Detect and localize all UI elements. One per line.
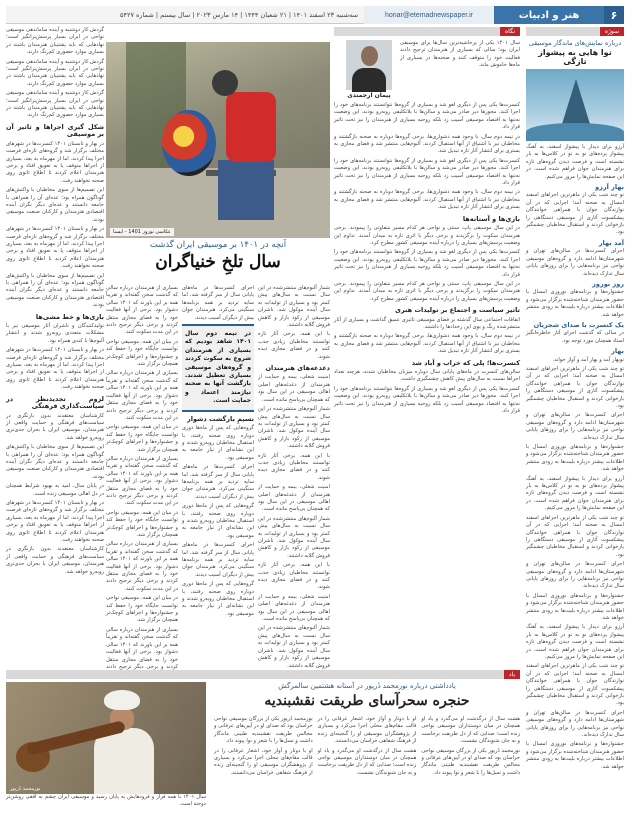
main-paragraph: امنیت شغلی، بیمه و حمایت از هنرمندان از دغدغه‌های اصلی اهالی موسیقی در این سال بود که همچنان بی‌پاسخ مانده است. <box>258 374 330 403</box>
note-paragraph: کنسرت‌ها یکی پس از دیگری لغو شد و بسیاری از گروه‌ها نتوانستند برنامه‌های خود را اجرا کنند. مجوزها دیر صادر می‌شد و سالن‌ها با بلاتکلیفی روبه‌رو بودند. این وضعیت نه‌تنها به اقتصاد موسیقی آسیب زد بلکه روحیه بسیاری از هنرمندان را نیز تحت تاثیر قرار داد. <box>334 157 520 187</box>
news-subhead: روز نوروز <box>592 279 624 288</box>
main-paragraph: شمار آلبوم‌های منتشرشده در این سال نسبت به سال‌های پیش کمتر بود و بسیاری از تولیدات به سال آینده موکول شد. ناشران موسیقی از رکود بازار و کاهش فروش گلایه داشتند. <box>258 406 330 450</box>
photo-musician-legs <box>218 160 274 220</box>
main-paragraph: با این همه، برخی آثار تازه توانستند مخاطبان زیادی جذب کنند و در فضای مجازی دیده شوند. <box>258 331 330 360</box>
yad-article <box>214 716 520 814</box>
news-column <box>526 27 624 815</box>
left-paragraph: در پایان سال، امید به بهبود شرایط همچنان در دل اهالی موسیقی زنده است. <box>6 483 104 497</box>
musician-robe-shape <box>94 728 154 794</box>
left-column-body <box>6 27 104 576</box>
main-paragraph: بسیاری از هنرمندان درباره سالی که گذشت سخن گفته‌اند و تقریباً همه بر این باورند که ۱۴۰۱ سالی دشوار بود. برخی از آنها فعالیت خود را به فضای مجازی منتقل کردند و برخی دیگر ترجیح دادند در این مدت سکوت کنند. <box>106 370 179 421</box>
headline-title: سال تلخِ خنیاگران <box>155 252 281 272</box>
main-subhead: نسیمِ بازگشت دشوار <box>186 414 254 423</box>
pull-quote: در نیمه دوم سال ۱۴۰۱ شاهد بودیم که بسیاری از هنرمندان شروع به سکوت کردند و گروه‌های موسیقی بسیاری تعطیل شدند. بازگشت آنها به صحنه نیازمند اعتماد و حمایت است. <box>182 324 254 412</box>
note-subhead: بازی‌ها و آستانه‌ها <box>462 214 520 223</box>
note-subhead: کنسرت‌ها؛ پلی که خراب و آباد شد <box>411 358 520 367</box>
yad-column-2 <box>318 716 417 814</box>
news-title: نوا هایی به پیشواز تازگی <box>538 48 612 66</box>
photo-musician-shirt <box>226 92 276 162</box>
news-paragraph: آرزو برای دیدار با پیشواز اسفند، به آهنگ پیشواز پرده‌های نو به نو در کلاس‌ها به بار نشسته است و فرصت دیدن گروه‌های تازه برای هنرمندان جوان فراهم شده است. در این صفحه نمایش‌ها را مرور می‌کنیم. <box>526 624 624 660</box>
news-kicker: درباره نمایش‌های ماندگار موسیقی <box>528 39 622 47</box>
main-paragraph: اجرای کنسرت‌ها در ماه‌های پایانی سال از سر گرفته شد، اما سایه تردید بر همه برنامه‌ها سنگینی می‌کرد. هنرمندان جوان بیش از دیگران آسیب دیدند. <box>182 464 254 500</box>
note-paragraph: کنسرت‌ها یکی پس از دیگری لغو شد و بسیاری از گروه‌ها نتوانستند برنامه‌های خود را اجرا کنند. مجوزها دیر صادر می‌شد و سالن‌ها با بلاتکلیفی روبه‌رو بودند. این وضعیت نه‌تنها به اقتصاد موسیقی آسیب زد بلکه روحیه بسیاری از هنرمندان را نیز تحت تاثیر قرار داد. <box>334 385 520 415</box>
news-paragraph: آرزو برای دیدار با پیشواز اسفند، به آهنگ پیشواز پرده‌های نو به نو در کلاس‌ها به بار نشسته است و فرصت دیدن گروه‌های تازه برای هنرمندان جوان فراهم شده است. در این صفحه نمایش‌ها را مرور می‌کنیم. <box>526 475 624 512</box>
main-paragraph: امنیت شغلی، بیمه و حمایت از هنرمندان از دغدغه‌های اصلی اهالی موسیقی در این سال بود که همچنان بی‌پاسخ مانده است. <box>258 593 330 623</box>
main-column-1 <box>258 285 330 670</box>
left-paragraph: کارشناسان معتقدند بدون بازنگری در سیاست‌های فرهنگی و حمایت واقعی از هنرمندان، موسیقی ایران با بحران جدی‌تری روبه‌رو خواهد شد. <box>6 412 104 441</box>
yad-tag: یاد <box>504 670 520 679</box>
main-paragraph: گروه‌هایی که پس از ماه‌ها دوری دوباره روی صحنه رفتند، با استقبال مخاطبان روبه‌رو شدند و این نشانه‌ای از نیاز جامعه به موسیقی بود. <box>182 581 254 617</box>
author-photo <box>346 40 392 90</box>
main-paragraph: در میان این همه، موسیقی نواحی توانست جایگاه خود را حفظ کند و جشنواره‌ها و اجراهای کوچک‌تر همچنان برگزار شد. <box>106 509 178 538</box>
headline-block <box>106 240 330 272</box>
news-paragraph: نوبهار آمد و بهار آمد و آواز خواند. <box>552 356 624 363</box>
main-column-2 <box>182 285 254 670</box>
news-paragraph: جشنواره‌ها و برنامه‌های نوروزی امسال با حضور هنرمندان شناخته‌شده برگزار می‌شود و اطلاعات بیشتر درباره بلیت‌ها به زودی منتشر خواهد شد. <box>526 592 624 621</box>
main-paragraph: بسیاری از هنرمندان درباره سالی که گذشت سخن گفته‌اند و تقریباً همه بر این باورند که ۱۴۰۱ سالی دشوار بود. برخی از آنها فعالیت خود را به فضای مجازی منتقل کردند و برخی دیگر ترجیح دادند <box>106 626 179 670</box>
yad-paragraph: او با دوتار و آواز خود، اشعار عرفانی را در قالب مقام‌های محلی اجرا می‌کرد و بسیاری از پژوهشگران موسیقی او را گنجینه‌ای زنده از فرهنگ شفاهی خراسان می‌دانستند. <box>317 716 417 745</box>
turban-shape <box>104 690 140 710</box>
left-subhead: بازی‌ها و خط مشی‌ها <box>35 312 104 321</box>
news-tag: سوژه <box>600 27 624 36</box>
main-paragraph: در میان این همه، موسیقی نواحی توانست جایگاه خود را حفظ کند و جشنواره‌ها و اجراهای کوچک‌تر همچنان برگزار شد. <box>106 338 178 368</box>
main-article <box>106 285 330 670</box>
note-paragraph: در نیمه دوم سال، با وجود همه دشواری‌ها، برخی گروه‌ها دوباره به صحنه بازگشتند و مخاطبان نیز با اشتیاق از آنها استقبال کردند. آلبوم‌هایی منتشر شد و فضای مجازی به بستری برای انتشار آثار تازه تبدیل شد. <box>334 189 520 211</box>
yad-subtitle: یادداشتی درباره نورمحمد دُرپور در آستانه هشتمین سالمرگش <box>278 682 456 690</box>
note-paragraph: کنسرت‌ها یکی پس از دیگری لغو شد و بسیاری از گروه‌ها نتوانستند برنامه‌های خود را اجرا کنند. مجوزها دیر صادر می‌شد و سالن‌ها با بلاتکلیفی روبه‌رو بودند. این وضعیت نه‌تنها به اقتصاد موسیقی آسیب زد بلکه روحیه بسیاری از هنرمندان را نیز تحت تاثیر قرار داد. <box>334 249 520 278</box>
yad-title: حنجره سحرآسای طریقت نقشبندیه <box>264 693 470 709</box>
yad-column-3 <box>214 716 313 814</box>
note-tag: نگاه <box>500 27 520 36</box>
note-body <box>334 102 520 415</box>
section-email[interactable]: honar@etemadnewspaper.ir <box>364 6 494 24</box>
yad-paragraph: هشت سال از درگذشت او می‌گذرد و یاد او همچنان در میان دوستداران موسیقی نواحی زنده است؛ صدایی که از دل طریقت برخاست و به جان شنوندگان نشست. <box>317 747 417 776</box>
main-paragraph: اجرای کنسرت‌ها در ماه‌های پایانی سال از سر گرفته شد، اما سایه تردید بر همه برنامه‌ها سنگینی می‌کرد. هنرمندان جوان بیش از دیگران آسیب دیدند. <box>182 285 254 321</box>
main-paragraph: گروه‌هایی که پس از ماه‌ها دوری دوباره روی صحنه رفتند، با استقبال مخاطبان روبه‌رو شدند و این نشانه‌ای از نیاز جامعه به موسیقی بود. <box>182 503 254 539</box>
photo-caption: عکاسی نوروز 1401 - ایسنا <box>110 228 174 236</box>
left-paragraph: گردش کار دوشنبه و آینده ساماندهی موسیقی نواحی در ایران بسیار پرسش‌برانگیز است؛ نهادهایی که باید پشتیبان هنرمندان باشند در بسیاری موارد حضوری کم‌رنگ دارند. <box>6 27 104 56</box>
yad-photo <box>6 682 206 794</box>
main-paragraph: با این همه، برخی آثار تازه توانستند مخاطبان زیادی جذب کنند و در فضای مجازی دیده شوند. <box>258 562 330 591</box>
main-paragraph: بسیاری از هنرمندان درباره سالی که گذشت سخن گفته‌اند و تقریباً همه بر این باورند که ۱۴۰۱ سالی دشوار بود. برخی از آنها فعالیت خود را به فضای مجازی منتقل کردند و برخی دیگر ترجیح دادند در این مدت سکوت کنند. <box>106 455 179 507</box>
main-subhead: دغدغه‌های هنرمندان <box>265 364 330 373</box>
news-paragraph: اجرای کنسرت‌ها در سالن‌های تهران و شهرستان‌ها ادامه دارد و گروه‌های موسیقی نواحی نیز برنامه‌هایی را برای روزهای پایانی سال تدارک دیده‌اند. <box>526 248 624 277</box>
news-paragraph: جشنواره‌ها و برنامه‌های نوروزی امسال با حضور هنرمندان شناخته‌شده برگزار می‌شود و اطلاعات بیشتر درباره بلیت‌ها به زودی منتشر خواهد شد. <box>526 289 624 318</box>
main-paragraph: شمار آلبوم‌های منتشرشده در این سال نسبت به سال‌های پیش کمتر بود و بسیاری از تولیدات به سال آینده موکول شد. ناشران موسیقی از رکود بازار و کاهش فروش گلایه داشتند. <box>258 285 330 329</box>
page-header <box>6 6 624 24</box>
note-subhead: تاثیر سیاست و اجتماع بر تولیدات هنری <box>395 306 520 315</box>
news-subhead: یک کنسرت با صدای شجریان <box>533 320 624 329</box>
left-paragraph: گردش کار دوشنبه و آینده ساماندهی موسیقی نواحی در ایران بسیار پرسش‌برانگیز است؛ نهادهایی که باید پشتیبان هنرمندان باشند در بسیاری موارد حضوری کم‌رنگ دارند. <box>6 58 104 87</box>
yad-paragraph: هشت سال از درگذشت او می‌گذرد و یاد او همچنان در میان دوستداران موسیقی نواحی زنده است؛ صدایی که از دل طریقت برخاست و به جان شنوندگان نشست. <box>421 716 520 745</box>
left-paragraph: در بهار و تابستان ۱۴۰۱ کنسرت‌ها در شهرهای مختلف برگزار شد و گروه‌های تازه‌ای فرصت اجرا پیدا کردند. اما از مهرماه به بعد، بسیاری از اجراها متوقف یا به تعویق افتاد و برخی هنرمندان اعلام کردند تا اطلاع ثانوی روی صحنه نخواهند رفت. <box>6 347 104 391</box>
note-lead-box <box>334 40 520 99</box>
news-paragraph: در سالی که گذشت اجرای آثار خاطره‌انگیز استاد همچنان مورد توجه بود. <box>526 330 624 344</box>
main-paragraph: شمار آلبوم‌های منتشرشده در این سال نسبت به سال‌های پیش کمتر بود و بسیاری از تولیدات به سال آینده موکول شد. ناشران موسیقی از رکود بازار و کاهش فروش گلایه داشتند. <box>258 515 330 559</box>
news-illustration <box>526 69 624 141</box>
main-paragraph: در میان این همه، موسیقی نواحی توانست جایگاه خود را حفظ کند و جشنواره‌ها و اجراهای کوچک‌تر همچنان برگزار شد. <box>106 424 178 453</box>
main-paragraph: با این همه، برخی آثار تازه توانستند مخاطبان زیادی جذب کنند و در فضای مجازی دیده شوند. <box>258 452 330 481</box>
section-title: هنر و ادبیات <box>494 6 604 24</box>
yad-paragraph: نورمحمد دُرپور یکی از بزرگان موسیقی نواحی خراسان بود که صدای او در آیین‌های عرفانی و مجالس طریقت نقشبندیه طنینی ماندگار داشت و نسل‌ها را با شعر و نوا پیوند داد. <box>421 747 520 776</box>
note-lead: سال ۱۴۰۱ یکی از پرحاشیه‌ترین سال‌ها برای موسیقی ایران بود؛ سالی که بسیاری از هنرمندان ترجیح دادند فعالیت خود را متوقف کنند و صحنه‌ها در بسیاری از ماه‌ها خاموش ماند. <box>400 40 520 69</box>
shark-fin-icon <box>556 79 596 124</box>
main-paragraph: در میان این همه، موسیقی نواحی توانست جایگاه خود را حفظ کند و جشنواره‌ها و اجراهای کوچک‌تر همچنان برگزار شد. <box>106 595 178 624</box>
news-paragraph: اجرای کنسرت‌ها در سالن‌های تهران و شهرستان‌ها ادامه دارد و گروه‌های موسیقی نواحی نیز برنامه‌هایی را برای روزهای پایانی سال تدارک دیده‌اند. <box>526 561 624 590</box>
author-box <box>338 40 400 99</box>
main-paragraph: بسیاری از هنرمندان درباره سالی که گذشت سخن گفته‌اند و تقریباً همه بر این باورند که ۱۴۰۱ سالی دشوار بود. برخی از آنها فعالیت خود را به فضای مجازی منتقل کردند و برخی دیگر ترجیح دادند در این مدت سکوت کنند. <box>106 541 179 592</box>
photo-bottom-text: سال ۱۴۰۱ با همه فراز و فرودهایش به پایان رسید و موسیقی ایران چشم به افقی روشن‌تر دوخته است. <box>6 794 206 808</box>
photo-instrument <box>162 110 216 176</box>
left-column <box>6 27 104 677</box>
note-paragraph: در این سال موسیقی پاپ، سنتی و نواحی هر کدام مسیر متفاوتی را پیمودند. برخی هنرمندان سکوت را برگزیدند و برخی دیگر با اثری تازه به میدان آمدند. تداوم این وضعیت پرسش‌های بسیاری را درباره آینده موسیقی کشور مطرح کرد. <box>334 280 520 302</box>
yad-tag-bar <box>6 670 520 679</box>
author-name: پیمان آرجمندی <box>347 92 391 99</box>
note-tag-bar <box>334 27 520 36</box>
news-paragraph: جشنواره‌ها و برنامه‌های نوروزی امسال با حضور هنرمندان شناخته‌شده برگزار می‌شود و اطلاعات بیشتر درباره بلیت‌ها به زودی منتشر خواهد شد. <box>526 444 624 473</box>
news-tag-bar <box>526 27 624 36</box>
note-paragraph: کنسرت‌ها یکی پس از دیگری لغو شد و بسیاری از گروه‌ها نتوانستند برنامه‌های خود را اجرا کنند. مجوزها دیر صادر می‌شد و سالن‌ها با بلاتکلیفی روبه‌رو بودند. این وضعیت نه‌تنها به اقتصاد موسیقی آسیب زد بلکه روحیه بسیاری از هنرمندان را نیز تحت تاثیر قرار داد. <box>334 102 520 131</box>
main-paragraph: امنیت شغلی، بیمه و حمایت از هنرمندان از دغدغه‌های اصلی اهالی موسیقی در این سال بود که همچنان بی‌پاسخ مانده است. <box>258 484 330 513</box>
main-paragraph: بسیاری از هنرمندان درباره سالی که گذشت سخن گفته‌اند و تقریباً همه بر این باورند که ۱۴۰۱ سالی دشوار بود. برخی از آنها فعالیت خود را به فضای مجازی منتقل کردند و برخی دیگر ترجیح دادند در این مدت سکوت کنند. <box>106 285 179 336</box>
news-intro: آرزو برای دیدار با پیشواز اسفند، به آهنگ پیشواز پرده‌های نو به نو در کلاس‌ها به بار نشسته است و فرصت دیدن گروه‌های تازه برای هنرمندان جوان فراهم شده است. در این صفحه نمایش‌ها را مرور می‌کنیم. <box>526 144 624 180</box>
news-subhead: آمد بهار <box>598 238 624 247</box>
left-paragraph: این تصمیم‌ها از سوی مخاطبان با واکنش‌های گوناگون همراه بود؛ عده‌ای آن را همراهی با جامعه دانستند و عده‌ای دیگر نگران آینده اقتصادی هنرمندان و کارکنان صنعت موسیقی بودند. <box>6 272 104 309</box>
left-paragraph: این تصمیم‌ها از سوی مخاطبان با واکنش‌های گوناگون همراه بود؛ عده‌ای آن را همراهی با جامعه دانستند و عده‌ای دیگر نگران آینده اقتصادی هنرمندان و کارکنان صنعت موسیقی بودند. <box>6 444 104 480</box>
note-paragraph: سالن‌های کنسرت در ماه‌های پایانی سال دوباره میزبان مخاطبان شدند، هرچند تعداد اجراها نسبت به سال‌های پیش کاهش چشمگیری داشت. <box>334 369 520 383</box>
left-paragraph: در بهار و تابستان ۱۴۰۱ کنسرت‌ها در شهرهای مختلف برگزار شد و گروه‌های تازه‌ای فرصت اجرا پیدا کردند. اما از مهرماه به بعد، بسیاری از اجراها متوقف یا به تعویق افتاد و برخی هنرمندان اعلام کردند تا اطلاع ثانوی روی صحنه نخواهند رفت. <box>6 499 104 543</box>
news-subhead: بهار <box>611 347 624 356</box>
news-paragraph: اجرای کنسرت‌ها در سالن‌های تهران و شهرستان‌ها ادامه دارد و گروه‌های موسیقی نواحی نیز برنامه‌هایی را برای روزهای پایانی سال تدارک دیده‌اند. <box>526 709 624 739</box>
page-number: ۶ <box>604 6 624 24</box>
main-paragraph: اجرای کنسرت‌ها در ماه‌های پایانی سال از سر گرفته شد، اما سایه تردید بر همه برنامه‌ها سنگینی می‌کرد. هنرمندان جوان بیش از دیگران آسیب دیدند. <box>182 542 254 578</box>
main-photo <box>106 42 330 238</box>
left-paragraph: در بهار و تابستان ۱۴۰۱ کنسرت‌ها در شهرهای مختلف برگزار شد و گروه‌های تازه‌ای فرصت اجرا پیدا کردند. اما از مهرماه به بعد، بسیاری از اجراها متوقف یا به تعویق افتاد و برخی هنرمندان اعلام کردند تا اطلاع ثانوی روی صحنه نخواهند رفت. <box>6 140 104 184</box>
main-paragraph: شمار آلبوم‌های منتشرشده در این سال نسبت به سال‌های پیش کمتر بود و بسیاری از تولیدات به سال آینده موکول شد. ناشران موسیقی از رکود بازار و کاهش فروش گلایه داشتند. <box>258 625 330 669</box>
news-paragraph: تو چند شب یکی از ماهرترین اجراهای اسفند امسال به صحنه آمد؛ اجرایی که در آن نوازندگان جوان با همراهی خوانندگان پیشکسوت آثاری از موسیقی دستگاهی را بازخوانی کردند و استقبال مخاطبان چشمگیر بود. <box>526 192 624 236</box>
headline-subtitle: آنچه در ۱۴۰۱ بر موسیقی ایران گذشت <box>149 240 287 250</box>
news-paragraph: تو چند شب یکی از ماهرترین اجراهای اسفند امسال به صحنه آمد؛ اجرایی که در آن نوازندگان جوان با همراهی خوانندگان پیشکسوت آثاری از موسیقی دستگاهی را بازخوانی کردند و استقبال مخاطبان چشمگیر بود. <box>526 365 624 409</box>
yad-paragraph: نورمحمد دُرپور یکی از بزرگان موسیقی نواحی خراسان بود که صدای او در آیین‌های عرفانی و مجالس طریقت نقشبندیه طنینی ماندگار داشت و نسل‌ها را با شعر و نوا پیوند داد. <box>213 716 313 745</box>
news-paragraph: تو چند شب یکی از ماهرترین اجراهای اسفند امسال به صحنه آمد؛ اجرایی که در آن نوازندگان جوان با همراهی خوانندگان پیشکسوت آثاری از موسیقی دستگاهی را بازخوانی کردند و استقبال مخاطبان چشمگیر بود. <box>526 514 624 558</box>
news-paragraph: اجرای کنسرت‌ها در سالن‌های تهران و شهرستان‌ها ادامه دارد و گروه‌های موسیقی نواحی نیز برنامه‌هایی را برای روزهای پایانی سال تدارک دیده‌اند. <box>526 412 624 441</box>
note-paragraph: در نیمه دوم سال، با وجود همه دشواری‌ها، برخی گروه‌ها دوباره به صحنه بازگشتند و مخاطبان نیز با اشتیاق از آنها استقبال کردند. آلبوم‌هایی منتشر شد و فضای مجازی به بستری برای انتشار آثار تازه تبدیل شد. <box>334 133 520 155</box>
left-paragraph: در بهار و تابستان ۱۴۰۱ کنسرت‌ها در شهرهای مختلف برگزار شد و گروه‌های تازه‌ای فرصت اجرا پیدا کردند. اما از مهرماه به بعد، بسیاری از اجراها متوقف یا به تعویق افتاد و برخی هنرمندان اعلام کردند تا اطلاع ثانوی روی صحنه نخواهند رفت. <box>6 226 104 270</box>
news-paragraph: تو چند شب یکی از ماهرترین اجراهای اسفند امسال به صحنه آمد؛ اجرایی که در آن نوازندگان جوان با همراهی خوانندگان پیشکسوت آثاری از موسیقی دستگاهی را بازخوانی کردند و استقبال مخاطبان چشمگیر بود. <box>526 663 624 707</box>
author-head-shape <box>361 46 378 66</box>
news-subhead: بهار آرزو <box>595 183 624 192</box>
photo-musician-head <box>212 70 238 96</box>
yad-photo-caption: نورمحمد دُرپور <box>10 786 41 792</box>
author-body-shape <box>352 68 386 92</box>
left-subhead: شکل گیری اجراها و ثاثیر آن بر موسیقی <box>6 122 104 139</box>
news-body <box>526 144 624 771</box>
left-paragraph: تولیدکنندگان و ناشران آثار موسیقی نیز با مشکلات متعددی روبه‌رو شدند و انتشار آلبوم‌ها با کندی همراه بود. <box>6 323 104 344</box>
yad-paragraph: او با دوتار و آواز خود، اشعار عرفانی را در قالب مقام‌های محلی اجرا می‌کرد و بسیاری از پژوهشگران موسیقی او را گنجینه‌ای زنده از فرهنگ شفاهی خراسان می‌دانستند. <box>213 747 313 776</box>
note-column <box>334 27 520 667</box>
left-paragraph: گردش کار دوشنبه و آینده ساماندهی موسیقی نواحی در ایران بسیار پرسش‌برانگیز است؛ نهادهایی که باید پشتیبان هنرمندان باشند در بسیاری موارد حضوری کم‌رنگ دارند. <box>6 90 104 119</box>
left-paragraph: کارشناسان معتقدند بدون بازنگری در سیاست‌های فرهنگی و حمایت واقعی از هنرمندان، موسیقی ایران با بحران جدی‌تری روبه‌رو خواهد شد. <box>6 546 104 575</box>
left-paragraph: این تصمیم‌ها از سوی مخاطبان با واکنش‌های گوناگون همراه بود؛ عده‌ای آن را همراهی با جامعه دانستند و عده‌ای دیگر نگران آینده اقتصادی هنرمندان و کارکنان صنعت موسیقی بودند. <box>6 187 104 223</box>
main-paragraph: گروه‌هایی که پس از ماه‌ها دوری دوباره روی صحنه رفتند، با استقبال مخاطبان روبه‌رو شدند و این نشانه‌ای از نیاز جامعه به موسیقی بود. <box>182 425 254 461</box>
news-paragraph: جشنواره‌ها و برنامه‌های نوروزی امسال با حضور هنرمندان شناخته‌شده برگزار می‌شود و اطلاعات بیشتر درباره بلیت‌ها به زودی منتشر خواهد شد. <box>526 741 624 770</box>
note-paragraph: اتفاقات اجتماعی سال گذشته بر فضای موسیقی تاثیری عمیق گذاشت و بسیاری از آثار منتشرشده رنگ و بوی این رخدادها را داشتند. <box>334 316 520 330</box>
wave-shape <box>526 123 624 141</box>
yad-column-1 <box>421 716 520 814</box>
left-subhead: لزوم تجدیدنظر در سیاست‌گذاری فرهنگی <box>6 394 104 411</box>
note-paragraph: در نیمه دوم سال، با وجود همه دشواری‌ها، برخی گروه‌ها دوباره به صحنه بازگشتند و مخاطبان نیز با اشتیاق از آنها استقبال کردند. آلبوم‌هایی منتشر شد و فضای مجازی به بستری برای انتشار آثار تازه تبدیل شد. <box>334 333 520 355</box>
main-column-3 <box>106 285 178 670</box>
date-line: سه‌شنبه ۲۳ اسفند ۱۴۰۱ | ۲۱ شعبان ۱۴۴۴ | ۱۴ مارس ۲۰۲۳ | سال بیستم | شماره ۵۴۲۷ <box>6 6 364 24</box>
note-paragraph: در این سال موسیقی پاپ، سنتی و نواحی هر کدام مسیر متفاوتی را پیمودند. برخی هنرمندان سکوت را برگزیدند و برخی دیگر با اثری تازه به میدان آمدند. تداوم این وضعیت پرسش‌های بسیاری را درباره آینده موسیقی کشور مطرح کرد. <box>334 225 520 246</box>
